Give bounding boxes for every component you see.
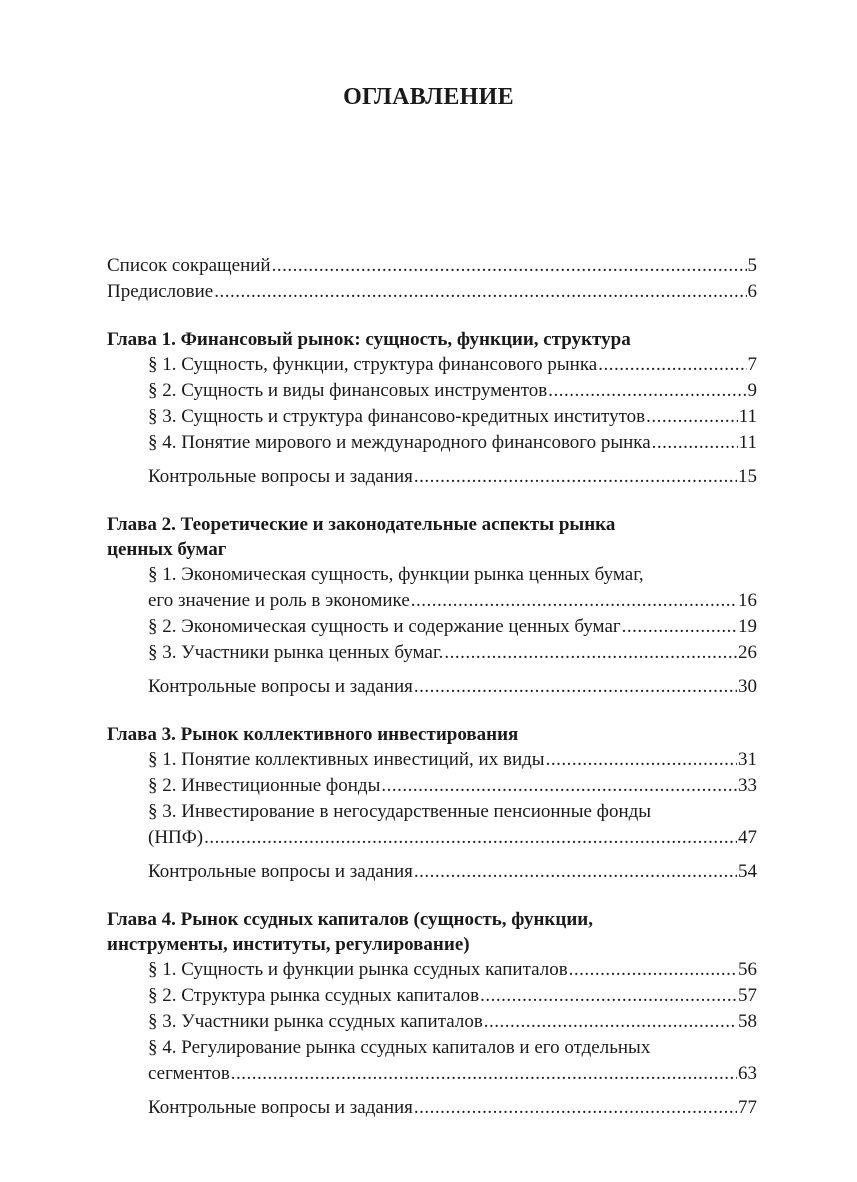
toc-entry-label: § 2. Структура рынка ссудных капиталов <box>148 985 480 1006</box>
dot-leader <box>569 957 737 983</box>
chapter-heading-continued[interactable]: инструменты, институты, регулирование) <box>107 934 470 955</box>
toc-entry-label: Контрольные вопросы и задания <box>148 466 413 487</box>
toc-page-number: 54 <box>738 861 757 882</box>
dot-leader <box>652 430 738 456</box>
toc-page-number: 15 <box>738 466 757 487</box>
toc-review-questions[interactable] <box>107 1095 757 1121</box>
toc-entry-preface[interactable] <box>107 279 757 305</box>
toc-entry-label: § 1. Сущность, функции, структура финансового рынка <box>148 354 598 375</box>
toc-section[interactable] <box>107 957 757 983</box>
toc-page-number: 11 <box>738 432 757 453</box>
toc-entry-label: § 2. Экономическая сущность и содержание ценных бумаг <box>148 616 621 637</box>
toc-section[interactable] <box>107 640 757 666</box>
toc-entry-label: § 1. Понятие коллективных инвестиций, их виды <box>148 749 545 770</box>
toc-entry-label: (НПФ) <box>148 827 204 848</box>
toc-page-number: 63 <box>738 1063 757 1084</box>
chapter-heading[interactable]: Глава 1. Финансовый рынок: сущность, функции, структура <box>107 329 631 350</box>
dot-leader <box>646 404 738 430</box>
dot-leader <box>414 859 737 885</box>
toc-section[interactable] <box>107 983 757 1009</box>
toc-section[interactable] <box>107 773 757 799</box>
toc-entry-label: Контрольные вопросы и задания <box>148 1097 413 1118</box>
toc-entry-label: Предисловие <box>107 281 214 302</box>
toc-entry-label: Контрольные вопросы и задания <box>148 676 413 697</box>
toc-entry-label: Список сокращений <box>107 255 271 276</box>
toc-section[interactable] <box>107 825 757 851</box>
dot-leader <box>272 253 747 279</box>
chapter-heading-continued[interactable]: ценных бумаг <box>107 539 227 560</box>
toc-page-number: 11 <box>738 406 757 427</box>
toc-page-number: 33 <box>738 775 757 796</box>
toc-section-line[interactable]: § 4. Регулирование рынка ссудных капиталов и его отдельных <box>148 1037 651 1058</box>
toc-page-number: 56 <box>738 959 757 980</box>
toc-entry-label: § 2. Инвестиционные фонды <box>148 775 381 796</box>
dot-leader <box>622 614 737 640</box>
toc-section[interactable] <box>107 378 757 404</box>
dot-leader <box>414 674 737 700</box>
toc-review-questions[interactable] <box>107 464 757 490</box>
toc-entry-label: § 4. Понятие мирового и международного финансового рынка <box>148 432 651 453</box>
dot-leader <box>231 1061 737 1087</box>
chapter-heading[interactable]: Глава 3. Рынок коллективного инвестирования <box>107 724 519 745</box>
toc-page-number: 16 <box>738 590 757 611</box>
toc-entry-label: § 3. Сущность и структура финансово-кредитных институтов <box>148 406 646 427</box>
dot-leader <box>414 1095 737 1121</box>
toc-page-number: 57 <box>738 985 757 1006</box>
toc-review-questions[interactable] <box>107 859 757 885</box>
dot-leader <box>214 279 746 305</box>
chapter-heading[interactable]: Глава 4. Рынок ссудных капиталов (сущность, функции, <box>107 909 593 930</box>
toc-section[interactable] <box>107 588 757 614</box>
toc-entry-label: сегментов <box>148 1063 230 1084</box>
toc-entry-label: § 1. Сущность и функции рынка ссудных капиталов <box>148 959 568 980</box>
toc-entry-label: § 3. Участники рынка ссудных капиталов <box>148 1011 483 1032</box>
toc-page-number: 5 <box>747 255 757 276</box>
toc-section[interactable] <box>107 352 757 378</box>
toc-page-number: 47 <box>738 827 757 848</box>
dot-leader <box>548 378 746 404</box>
toc-section[interactable] <box>107 1009 757 1035</box>
toc-page-number: 26 <box>738 642 757 663</box>
dot-leader <box>546 747 737 773</box>
dot-leader <box>204 825 737 851</box>
toc-page-number: 31 <box>738 749 757 770</box>
dot-leader <box>598 352 746 378</box>
toc-page-number: 9 <box>747 380 757 401</box>
dot-leader <box>381 773 737 799</box>
chapter-heading[interactable]: Глава 2. Теоретические и законодательные аспекты рынка <box>107 514 616 535</box>
toc-section[interactable] <box>107 747 757 773</box>
toc-entry-abbreviations[interactable] <box>107 253 757 279</box>
toc-section[interactable] <box>107 430 757 456</box>
toc-section-line[interactable]: § 3. Инвестирование в негосударственные пенсионные фонды <box>148 801 652 822</box>
toc-section[interactable] <box>107 614 757 640</box>
dot-leader <box>411 588 737 614</box>
dot-leader <box>414 464 737 490</box>
toc-page-number: 58 <box>738 1011 757 1032</box>
dot-leader <box>480 983 737 1009</box>
toc-section-line[interactable]: § 1. Экономическая сущность, функции рынка ценных бумаг, <box>148 564 644 585</box>
table-of-contents <box>107 253 757 1121</box>
toc-entry-label: § 3. Участники рынка ценных бумаг. <box>148 642 444 663</box>
toc-page-number: 77 <box>738 1097 757 1118</box>
toc-review-questions[interactable] <box>107 674 757 700</box>
toc-page-number: 19 <box>738 616 757 637</box>
toc-page-number: 6 <box>747 281 757 302</box>
toc-section[interactable] <box>107 404 757 430</box>
dot-leader <box>484 1009 737 1035</box>
toc-section[interactable] <box>107 1061 757 1087</box>
toc-entry-label: его значение и роль в экономике <box>148 590 410 611</box>
toc-entry-label: § 2. Сущность и виды финансовых инструментов <box>148 380 548 401</box>
dot-leader <box>444 640 737 666</box>
toc-page-number: 30 <box>738 676 757 697</box>
page-title: ОГЛАВЛЕНИЕ <box>343 84 514 110</box>
toc-page-number: 7 <box>747 354 757 375</box>
toc-entry-label: Контрольные вопросы и задания <box>148 861 413 882</box>
